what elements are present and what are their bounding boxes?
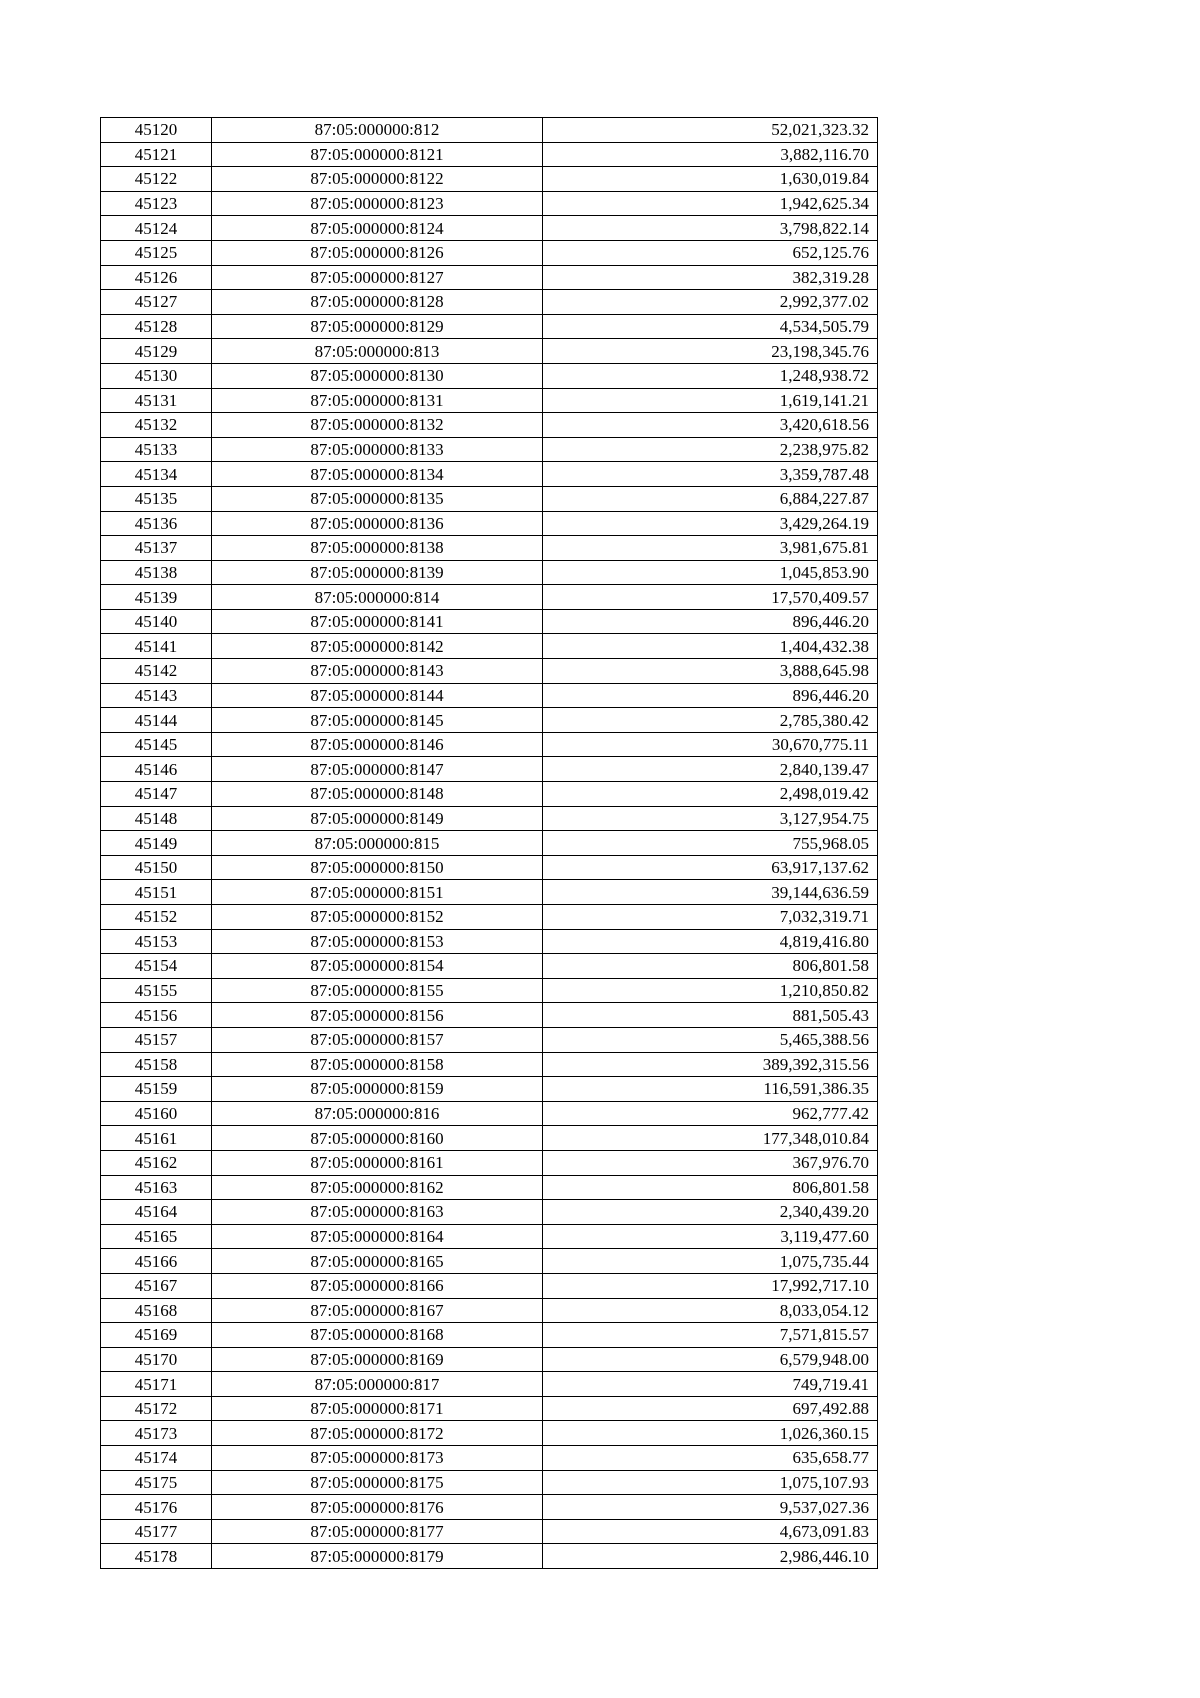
cadastral-number-cell: 87:05:000000:8122	[212, 167, 543, 192]
table-row	[101, 191, 878, 216]
row-number-cell: 45137	[101, 536, 212, 561]
cadastral-number-cell: 87:05:000000:8171	[212, 1396, 543, 1421]
table-row	[101, 1396, 878, 1421]
value-cell: 116,591,386.35	[543, 1077, 878, 1102]
cadastral-number-cell: 87:05:000000:813	[212, 339, 543, 364]
cadastral-number-cell: 87:05:000000:8155	[212, 978, 543, 1003]
row-number-cell: 45129	[101, 339, 212, 364]
table-row	[101, 1421, 878, 1446]
value-cell: 3,359,787.48	[543, 462, 878, 487]
value-cell: 7,571,815.57	[543, 1323, 878, 1348]
value-cell: 1,026,360.15	[543, 1421, 878, 1446]
value-cell: 3,429,264.19	[543, 511, 878, 536]
table-row	[101, 831, 878, 856]
table-row	[101, 634, 878, 659]
cadastral-number-cell: 87:05:000000:8124	[212, 216, 543, 241]
cadastral-number-cell: 87:05:000000:815	[212, 831, 543, 856]
value-cell: 39,144,636.59	[543, 880, 878, 905]
cadastral-number-cell: 87:05:000000:8128	[212, 290, 543, 315]
value-cell: 1,210,850.82	[543, 978, 878, 1003]
cadastral-number-cell: 87:05:000000:816	[212, 1101, 543, 1126]
row-number-cell: 45155	[101, 978, 212, 1003]
table-row	[101, 782, 878, 807]
cadastral-number-cell: 87:05:000000:8142	[212, 634, 543, 659]
table-row	[101, 339, 878, 364]
value-cell: 7,032,319.71	[543, 905, 878, 930]
row-number-cell: 45162	[101, 1150, 212, 1175]
value-cell: 389,392,315.56	[543, 1052, 878, 1077]
table-row	[101, 1027, 878, 1052]
cadastral-number-cell: 87:05:000000:8143	[212, 659, 543, 684]
table-row	[101, 1126, 878, 1151]
row-number-cell: 45174	[101, 1446, 212, 1471]
table-row	[101, 1446, 878, 1471]
value-cell: 749,719.41	[543, 1372, 878, 1397]
value-cell: 635,658.77	[543, 1446, 878, 1471]
row-number-cell: 45154	[101, 954, 212, 979]
value-cell: 17,570,409.57	[543, 585, 878, 610]
row-number-cell: 45142	[101, 659, 212, 684]
cadastral-number-cell: 87:05:000000:8129	[212, 314, 543, 339]
table-row	[101, 806, 878, 831]
table-row	[101, 216, 878, 241]
cadastral-number-cell: 87:05:000000:8146	[212, 732, 543, 757]
cadastral-number-cell: 87:05:000000:8161	[212, 1150, 543, 1175]
value-cell: 1,248,938.72	[543, 363, 878, 388]
row-number-cell: 45130	[101, 363, 212, 388]
table-row	[101, 118, 878, 143]
row-number-cell: 45135	[101, 486, 212, 511]
table-row	[101, 240, 878, 265]
value-cell: 3,798,822.14	[543, 216, 878, 241]
value-cell: 896,446.20	[543, 683, 878, 708]
table-row	[101, 560, 878, 585]
cadastral-number-cell: 87:05:000000:8165	[212, 1249, 543, 1274]
value-cell: 5,465,388.56	[543, 1027, 878, 1052]
value-cell: 4,819,416.80	[543, 929, 878, 954]
table-row	[101, 757, 878, 782]
value-cell: 1,075,735.44	[543, 1249, 878, 1274]
value-cell: 6,579,948.00	[543, 1347, 878, 1372]
value-cell: 896,446.20	[543, 609, 878, 634]
row-number-cell: 45146	[101, 757, 212, 782]
cadastral-number-cell: 87:05:000000:8162	[212, 1175, 543, 1200]
table-row	[101, 732, 878, 757]
table-row	[101, 855, 878, 880]
row-number-cell: 45123	[101, 191, 212, 216]
cadastral-number-cell: 87:05:000000:8136	[212, 511, 543, 536]
value-cell: 4,673,091.83	[543, 1519, 878, 1544]
table-row	[101, 437, 878, 462]
value-cell: 3,119,477.60	[543, 1224, 878, 1249]
table-row	[101, 167, 878, 192]
row-number-cell: 45141	[101, 634, 212, 659]
table-row	[101, 1003, 878, 1028]
table-row	[101, 929, 878, 954]
table-row	[101, 511, 878, 536]
cadastral-number-cell: 87:05:000000:8154	[212, 954, 543, 979]
row-number-cell: 45150	[101, 855, 212, 880]
cadastral-number-cell: 87:05:000000:8121	[212, 142, 543, 167]
value-cell: 382,319.28	[543, 265, 878, 290]
value-cell: 367,976.70	[543, 1150, 878, 1175]
row-number-cell: 45144	[101, 708, 212, 733]
row-number-cell: 45147	[101, 782, 212, 807]
row-number-cell: 45178	[101, 1544, 212, 1569]
cadastral-number-cell: 87:05:000000:8150	[212, 855, 543, 880]
table-row	[101, 585, 878, 610]
cadastral-number-cell: 87:05:000000:8141	[212, 609, 543, 634]
row-number-cell: 45143	[101, 683, 212, 708]
table-row	[101, 413, 878, 438]
value-cell: 1,942,625.34	[543, 191, 878, 216]
row-number-cell: 45125	[101, 240, 212, 265]
value-cell: 697,492.88	[543, 1396, 878, 1421]
cadastral-number-cell: 87:05:000000:8158	[212, 1052, 543, 1077]
value-cell: 23,198,345.76	[543, 339, 878, 364]
value-cell: 2,785,380.42	[543, 708, 878, 733]
row-number-cell: 45148	[101, 806, 212, 831]
row-number-cell: 45167	[101, 1273, 212, 1298]
cadastral-number-cell: 87:05:000000:8152	[212, 905, 543, 930]
cadastral-number-cell: 87:05:000000:8126	[212, 240, 543, 265]
value-cell: 8,033,054.12	[543, 1298, 878, 1323]
cadastral-number-cell: 87:05:000000:8138	[212, 536, 543, 561]
row-number-cell: 45153	[101, 929, 212, 954]
row-number-cell: 45158	[101, 1052, 212, 1077]
row-number-cell: 45159	[101, 1077, 212, 1102]
table-row	[101, 1544, 878, 1569]
cadastral-number-cell: 87:05:000000:8123	[212, 191, 543, 216]
row-number-cell: 45163	[101, 1175, 212, 1200]
value-cell: 17,992,717.10	[543, 1273, 878, 1298]
value-cell: 2,840,139.47	[543, 757, 878, 782]
table-row	[101, 142, 878, 167]
value-cell: 1,630,019.84	[543, 167, 878, 192]
table-row	[101, 880, 878, 905]
value-cell: 806,801.58	[543, 1175, 878, 1200]
table-row	[101, 462, 878, 487]
cadastral-number-cell: 87:05:000000:8167	[212, 1298, 543, 1323]
value-cell: 652,125.76	[543, 240, 878, 265]
cadastral-number-cell: 87:05:000000:814	[212, 585, 543, 610]
row-number-cell: 45166	[101, 1249, 212, 1274]
value-cell: 30,670,775.11	[543, 732, 878, 757]
value-cell: 1,045,853.90	[543, 560, 878, 585]
cadastral-number-cell: 87:05:000000:8160	[212, 1126, 543, 1151]
table-row	[101, 1323, 878, 1348]
cadastral-number-cell: 87:05:000000:8156	[212, 1003, 543, 1028]
table-row	[101, 1077, 878, 1102]
value-cell: 2,986,446.10	[543, 1544, 878, 1569]
table-row	[101, 1224, 878, 1249]
table-row	[101, 314, 878, 339]
row-number-cell: 45128	[101, 314, 212, 339]
row-number-cell: 45177	[101, 1519, 212, 1544]
cadastral-number-cell: 87:05:000000:8172	[212, 1421, 543, 1446]
cadastral-number-cell: 87:05:000000:8177	[212, 1519, 543, 1544]
row-number-cell: 45169	[101, 1323, 212, 1348]
row-number-cell: 45122	[101, 167, 212, 192]
table-row	[101, 1150, 878, 1175]
value-cell: 2,498,019.42	[543, 782, 878, 807]
table-row	[101, 536, 878, 561]
value-cell: 3,981,675.81	[543, 536, 878, 561]
row-number-cell: 45165	[101, 1224, 212, 1249]
cadastral-number-cell: 87:05:000000:8139	[212, 560, 543, 585]
value-cell: 2,340,439.20	[543, 1200, 878, 1225]
row-number-cell: 45138	[101, 560, 212, 585]
cadastral-number-cell: 87:05:000000:8145	[212, 708, 543, 733]
table-row	[101, 265, 878, 290]
cadastral-number-cell: 87:05:000000:8153	[212, 929, 543, 954]
row-number-cell: 45132	[101, 413, 212, 438]
cadastral-number-cell: 87:05:000000:8176	[212, 1495, 543, 1520]
cadastral-number-cell: 87:05:000000:8168	[212, 1323, 543, 1348]
table-row	[101, 659, 878, 684]
table-row	[101, 1470, 878, 1495]
row-number-cell: 45136	[101, 511, 212, 536]
cadastral-number-cell: 87:05:000000:8127	[212, 265, 543, 290]
row-number-cell: 45156	[101, 1003, 212, 1028]
cadastral-number-cell: 87:05:000000:8179	[212, 1544, 543, 1569]
cadastral-value-table	[100, 117, 878, 1569]
cadastral-number-cell: 87:05:000000:8151	[212, 880, 543, 905]
row-number-cell: 45145	[101, 732, 212, 757]
cadastral-number-cell: 87:05:000000:8148	[212, 782, 543, 807]
row-number-cell: 45171	[101, 1372, 212, 1397]
value-cell: 52,021,323.32	[543, 118, 878, 143]
table-row	[101, 1519, 878, 1544]
cadastral-number-cell: 87:05:000000:8149	[212, 806, 543, 831]
row-number-cell: 45152	[101, 905, 212, 930]
row-number-cell: 45139	[101, 585, 212, 610]
cadastral-number-cell: 87:05:000000:8173	[212, 1446, 543, 1471]
row-number-cell: 45120	[101, 118, 212, 143]
table-row	[101, 609, 878, 634]
value-cell: 177,348,010.84	[543, 1126, 878, 1151]
cadastral-number-cell: 87:05:000000:8130	[212, 363, 543, 388]
value-cell: 3,888,645.98	[543, 659, 878, 684]
row-number-cell: 45140	[101, 609, 212, 634]
row-number-cell: 45124	[101, 216, 212, 241]
row-number-cell: 45133	[101, 437, 212, 462]
cadastral-number-cell: 87:05:000000:8134	[212, 462, 543, 487]
value-cell: 1,404,432.38	[543, 634, 878, 659]
cadastral-number-cell: 87:05:000000:8147	[212, 757, 543, 782]
cadastral-number-cell: 87:05:000000:8175	[212, 1470, 543, 1495]
value-cell: 3,127,954.75	[543, 806, 878, 831]
row-number-cell: 45126	[101, 265, 212, 290]
table-row	[101, 1298, 878, 1323]
table-row	[101, 388, 878, 413]
value-cell: 9,537,027.36	[543, 1495, 878, 1520]
table-row	[101, 290, 878, 315]
table-row	[101, 708, 878, 733]
cadastral-number-cell: 87:05:000000:817	[212, 1372, 543, 1397]
table-row	[101, 1175, 878, 1200]
cadastral-number-cell: 87:05:000000:8135	[212, 486, 543, 511]
table-row	[101, 1052, 878, 1077]
table-row	[101, 954, 878, 979]
row-number-cell: 45160	[101, 1101, 212, 1126]
table-row	[101, 1372, 878, 1397]
table-row	[101, 486, 878, 511]
value-cell: 63,917,137.62	[543, 855, 878, 880]
row-number-cell: 45168	[101, 1298, 212, 1323]
value-cell: 2,238,975.82	[543, 437, 878, 462]
table-row	[101, 1495, 878, 1520]
row-number-cell: 45173	[101, 1421, 212, 1446]
value-cell: 6,884,227.87	[543, 486, 878, 511]
cadastral-number-cell: 87:05:000000:8163	[212, 1200, 543, 1225]
value-cell: 3,420,618.56	[543, 413, 878, 438]
value-cell: 806,801.58	[543, 954, 878, 979]
table-body	[101, 118, 878, 1569]
cadastral-number-cell: 87:05:000000:812	[212, 118, 543, 143]
row-number-cell: 45176	[101, 1495, 212, 1520]
row-number-cell: 45131	[101, 388, 212, 413]
row-number-cell: 45175	[101, 1470, 212, 1495]
cadastral-number-cell: 87:05:000000:8133	[212, 437, 543, 462]
cadastral-number-cell: 87:05:000000:8169	[212, 1347, 543, 1372]
cadastral-number-cell: 87:05:000000:8132	[212, 413, 543, 438]
value-cell: 881,505.43	[543, 1003, 878, 1028]
table-row	[101, 683, 878, 708]
row-number-cell: 45164	[101, 1200, 212, 1225]
row-number-cell: 45121	[101, 142, 212, 167]
row-number-cell: 45161	[101, 1126, 212, 1151]
row-number-cell: 45157	[101, 1027, 212, 1052]
table-row	[101, 1200, 878, 1225]
row-number-cell: 45170	[101, 1347, 212, 1372]
value-cell: 2,992,377.02	[543, 290, 878, 315]
value-cell: 3,882,116.70	[543, 142, 878, 167]
cadastral-number-cell: 87:05:000000:8144	[212, 683, 543, 708]
row-number-cell: 45127	[101, 290, 212, 315]
row-number-cell: 45149	[101, 831, 212, 856]
cadastral-number-cell: 87:05:000000:8159	[212, 1077, 543, 1102]
value-cell: 755,968.05	[543, 831, 878, 856]
table-row	[101, 978, 878, 1003]
row-number-cell: 45172	[101, 1396, 212, 1421]
cadastral-number-cell: 87:05:000000:8157	[212, 1027, 543, 1052]
table-row	[101, 1249, 878, 1274]
value-cell: 1,619,141.21	[543, 388, 878, 413]
table-row	[101, 1273, 878, 1298]
value-cell: 1,075,107.93	[543, 1470, 878, 1495]
row-number-cell: 45134	[101, 462, 212, 487]
value-cell: 962,777.42	[543, 1101, 878, 1126]
cadastral-number-cell: 87:05:000000:8166	[212, 1273, 543, 1298]
table-row	[101, 1101, 878, 1126]
table-row	[101, 905, 878, 930]
table-row	[101, 1347, 878, 1372]
cadastral-number-cell: 87:05:000000:8164	[212, 1224, 543, 1249]
row-number-cell: 45151	[101, 880, 212, 905]
value-cell: 4,534,505.79	[543, 314, 878, 339]
table-row	[101, 363, 878, 388]
cadastral-number-cell: 87:05:000000:8131	[212, 388, 543, 413]
